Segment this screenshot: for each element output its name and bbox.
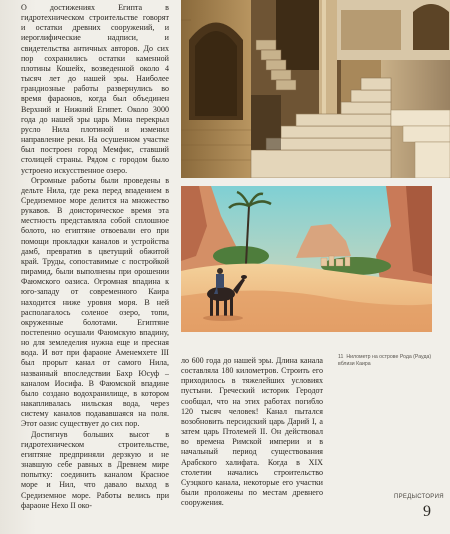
paragraph: Достигнув больших высот в гидротехническом строительстве, египтяне предприняли дерзкую и не знавшую себе равных в Древнем мире попытку: соединить каналом Красное море и Нил, что давало выход в Средиземное море. Работы велись при фараоне Нехо II око- <box>21 429 169 510</box>
paragraph: О достижениях Египта в гидротехническом строительстве говорят и остатки древних сооружений, и иероглифические надписи, и свидетельства античных авторов. До сих пор сохранились остатки каменной плотины Кошейх, возведенной около 4 тысяч лет до нашей эры. Наиболее грандиозные работы развернулись во время фараонов, когда был объединен Верхний и Нижний Египет. Около 3000 года до нашей эры царь Мина перекрыл русло Нила плотиной и изменил направление реки. На осушенном участке был построен город Мемфис, ставший столицей страны. Рядом с городом было устроено искусственное озеро. <box>21 3 169 175</box>
photo-caption <box>338 354 432 367</box>
desert-painting-illustration <box>181 186 432 332</box>
paragraph: Огромные работы были проведены в дельте Нила, где река перед впадением в Средиземное море делится на множество рукавов. В доисторическое время эта местность представляла собой сплошное болото, но египтяне отвоевали его при помощи прокладки каналов и устройства дамб, превратив в цветущий обжитой край. Труды, сопоставимые с постройкой пирамид, были выполнены при орошении Фаюмского оазиса. Огромная впадина к юго-западу от современного Каира находится ниже уровня моря. В ней располагалось соленое озеро, топи, окруженные болотами. Египтяне постепенно осушали Фаюмскую впадину, но для земледелия нужна еще и пресная вода. И вот при фараоне Аменемхете III был прорыт канал от самого Нила, названный впоследствии Бахр Юсуф – каналом Иосифа. В Фаюмской впадине было создано водохранилище, в котором накапливалась нильская вода, через систему каналов подававшаяся на поля. Этот оазис существует до сих пор. <box>21 175 169 429</box>
text-column-left <box>21 3 169 528</box>
page-number: 9 <box>423 503 431 520</box>
caption-number: 11 <box>338 354 344 360</box>
paragraph: ло 600 года до нашей эры. Длина канала составляла 180 километров. Строить его приходилось в тяжелейших условиях пустыни. Греческий историк Геродот сообщал, что на этих работах погибло 120 тысяч человек! Канал пытался возобновить персидский царь Дарий I, а затем царь Птолемей II. Он действовал во времена Римской империи и в начальный период существования Арабского халифата. Когда в XIX столетии начались строительство Суэцкого канала, некоторые его участки были проложены по местам древнего сооружения. <box>181 356 323 508</box>
text-column-middle <box>181 356 323 526</box>
nilometer-staircase-photo <box>181 0 450 178</box>
caption-text: Нилометр на острове Рода (Рауда) вблизи Каира <box>338 354 432 367</box>
section-label: ПРЕДЫСТОРИЯ <box>394 494 444 500</box>
